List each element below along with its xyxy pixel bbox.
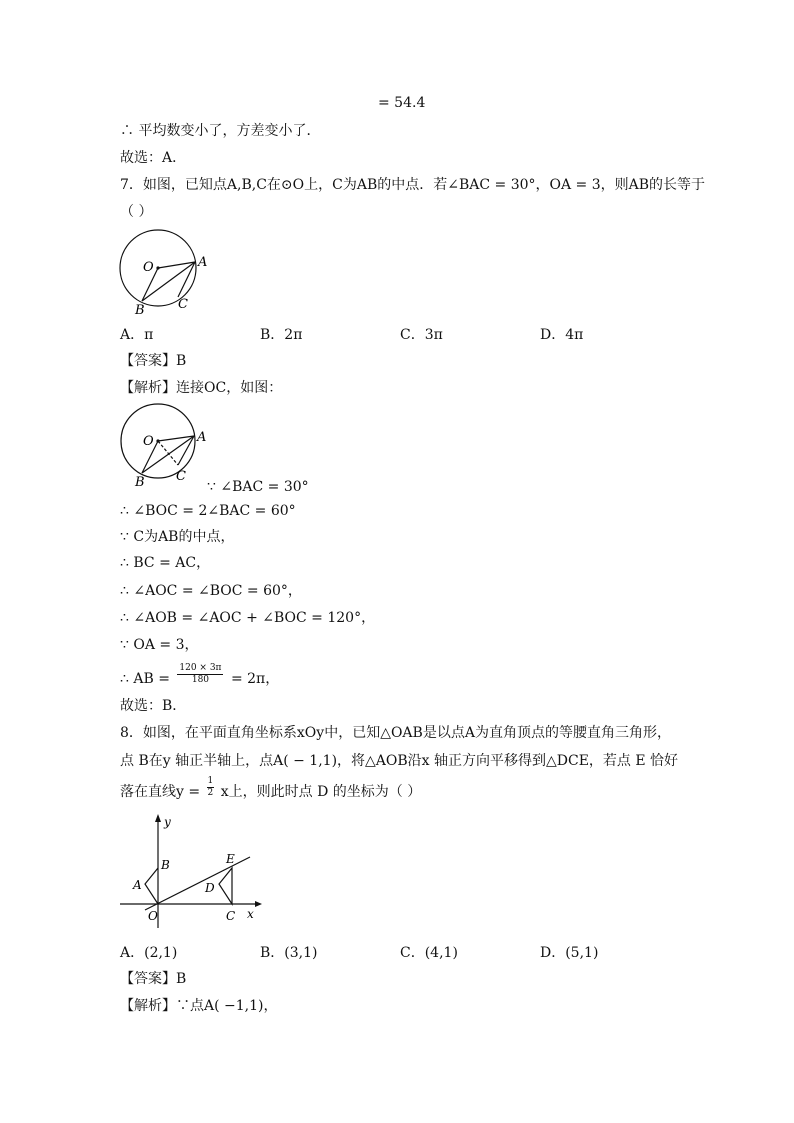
q8-stem3-fraction <box>207 776 215 799</box>
x-axis-arrow <box>255 901 262 907</box>
label-e: E <box>226 852 235 866</box>
q7-answer: 【答案】B <box>120 353 187 369</box>
label-b: B <box>135 303 145 318</box>
label-x: x <box>247 907 254 921</box>
q8-stem3-suffix: x上，则此时点 D 的坐标为（ ） <box>220 783 422 800</box>
segment-oc-dashed <box>158 441 178 465</box>
q7-paren: （ ） <box>120 204 153 220</box>
q7-analysis: 【解析】连接OC，如图： <box>120 380 283 396</box>
label-a: A <box>198 255 208 270</box>
q7-step8-suffix: = 2π， <box>230 670 280 687</box>
top-result: = 54.4 <box>378 95 426 111</box>
q8-option-a[interactable]: A．(2,1) <box>120 945 178 961</box>
q7-step6: ∴ ∠AOB = ∠AOC + ∠BOC = 120°， <box>120 610 376 626</box>
label-d: D <box>205 881 215 895</box>
q7-step8-numerator: 120 × 3π <box>179 663 222 673</box>
q7-stem: 7．如图，已知点A,B,C在⊙O上，C为AB的中点．若∠BAC = 30°，OA = 3，则AB的长等于 <box>120 177 706 193</box>
q7-step8-fraction <box>177 663 223 686</box>
q7-step5: ∴ ∠AOC = ∠BOC = 60°， <box>120 583 302 599</box>
label-c: C <box>176 469 186 484</box>
q7-step8-denominator: 180 <box>191 675 210 685</box>
q8-stem-1: 8．如图，在平面直角坐标系xOy中，已知△OAB是以点A为直角顶点的等腰直角三角形， <box>120 725 671 741</box>
point-o <box>156 266 159 269</box>
q7-option-c[interactable]: C．3π <box>400 327 443 343</box>
q7-step3: ∵ C为AB的中点， <box>120 529 235 545</box>
point-o <box>156 439 159 442</box>
q7-choose: 故选：B． <box>120 698 187 714</box>
q7-option-b[interactable]: B．2π <box>260 327 303 343</box>
label-o: O <box>143 260 154 275</box>
segment-oa <box>158 262 195 268</box>
q7-step7: ∵ OA = 3， <box>120 637 199 653</box>
label-a: A <box>133 878 142 892</box>
label-c: C <box>178 297 188 312</box>
q8-stem3-denominator: 2 <box>207 788 214 798</box>
q8-stem-3 <box>120 776 421 806</box>
triangle-oab <box>145 868 158 904</box>
q8-stem3-prefix: 落在直线y = <box>120 783 201 800</box>
q8-analysis: 【解析】∵点A( −1,1)， <box>120 998 278 1014</box>
q8-option-d[interactable]: D．(5,1) <box>540 945 599 961</box>
q8-figure <box>115 812 265 932</box>
label-a: A <box>197 430 207 445</box>
segment-ac <box>178 262 195 297</box>
label-b: B <box>161 858 170 872</box>
label-b: B <box>135 475 145 490</box>
q8-answer: 【答案】B <box>120 971 187 987</box>
label-y: y <box>164 815 171 829</box>
q7-step1: ∵ ∠BAC = 30° <box>207 479 309 495</box>
q7-option-d[interactable]: D．4π <box>540 327 584 343</box>
q7-figure <box>115 228 225 318</box>
answer-choice-a: 故选：A． <box>120 150 187 166</box>
q7-step4: ∴ BC = AC， <box>120 555 211 571</box>
label-o: O <box>148 909 158 923</box>
q8-option-b[interactable]: B．(3,1) <box>260 945 318 961</box>
triangle-dce <box>219 868 232 904</box>
y-axis-arrow <box>155 814 161 822</box>
q8-option-c[interactable]: C．(4,1) <box>400 945 458 961</box>
q8-stem3-numerator: 1 <box>207 776 214 786</box>
q7-step2: ∴ ∠BOC = 2∠BAC = 60° <box>120 503 296 519</box>
conclusion-average: ∴ 平均数变小了，方差变小了． <box>120 123 321 139</box>
q7-step8 <box>120 663 279 691</box>
q7-step8-prefix: ∴ AB = <box>120 670 170 687</box>
q7-option-a[interactable]: A．π <box>120 327 154 343</box>
label-c: C <box>226 909 236 923</box>
segment-ac <box>178 436 194 465</box>
label-o: O <box>143 434 154 449</box>
q8-stem-2: 点 B在y 轴正半轴上，点A( − 1,1)，将△AOB沿x 轴正方向平移得到△DCE，若点 E 恰好 <box>120 753 679 769</box>
